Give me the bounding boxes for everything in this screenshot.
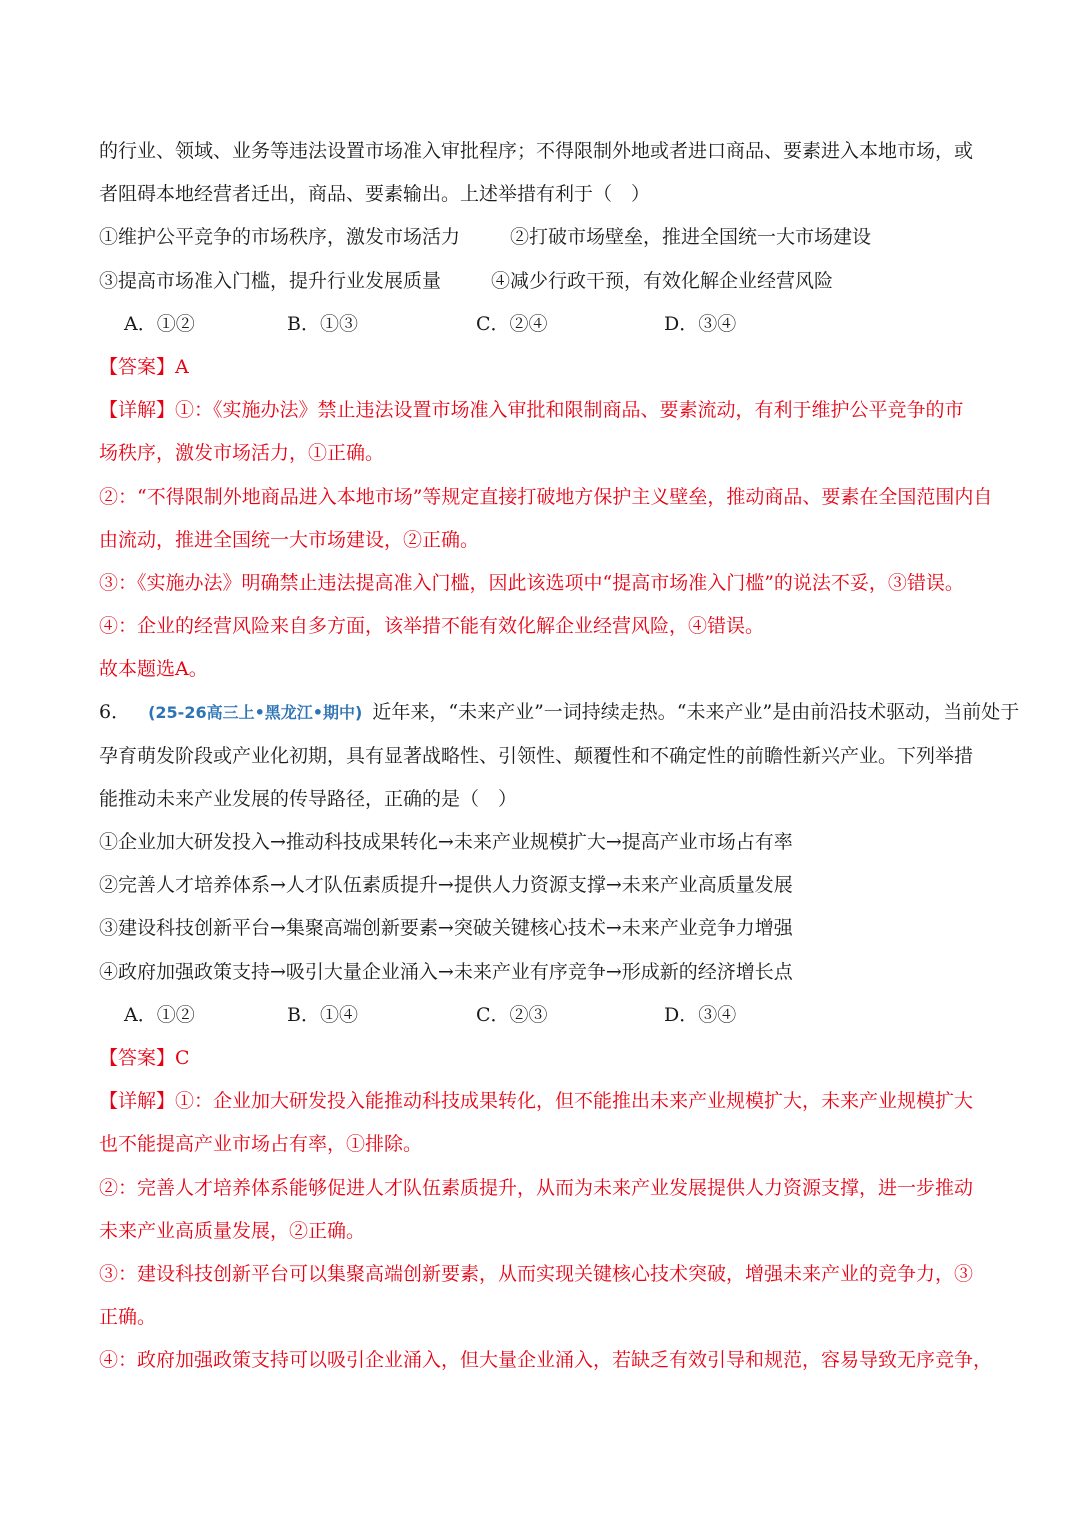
- q5-statement-4: ④减少行政干预，有效化解企业经营风险: [491, 269, 834, 292]
- q5-stem-line-1: 的行业、领域、业务等违法设置市场准入审批程序；不得限制外地或者进口商品、要素进入本地市场，或: [99, 140, 974, 162]
- q6-stem-line-1: [99, 691, 1020, 734]
- q6-source-tag: (25-26高三上•黑龙江•期中): [148, 703, 363, 723]
- q6-statement-1: ①企业加大研发投入→推动科技成果转化→未来产业规模扩大→提高产业市场占有率: [99, 831, 793, 853]
- q5-statement-2: ②打破市场壁垒，推进全国统一大市场建设: [510, 226, 872, 249]
- q6-number: 6．: [99, 701, 131, 724]
- q5-statements-row-1: [99, 216, 989, 259]
- q5-explanation-line-2: 场秩序，激发市场活力，①正确。: [99, 442, 385, 465]
- page-content: [99, 130, 1020, 1382]
- q6-stem-line-3: 能推动未来产业发展的传导路径，正确的是（ ）: [99, 787, 518, 810]
- q6-explanation-line-4: 未来产业高质量发展，②正确。: [99, 1219, 366, 1242]
- q6-option-c: C．②③: [476, 1003, 548, 1026]
- q6-statement-2: ②完善人才培养体系→人才队伍素质提升→提供人力资源支撑→未来产业高质量发展: [99, 874, 793, 897]
- q5-conclusion: 故本题选A。: [99, 658, 208, 681]
- q5-explanation-line-3: ②：“不得限制外地商品进入本地市场”等规定直接打破地方保护主义壁垒，推动商品、要素在全国范围内自: [99, 485, 993, 508]
- q5-statement-1: ①维护公平竞争的市场秩序，激发市场活力: [99, 226, 461, 249]
- q5-stem-line-2: 者阻碍本地经营者迁出，商品、要素输出。上述举措有利于（ ）: [99, 183, 651, 206]
- q5-explanation-line-6: ④：企业的经营风险来自多方面，该举措不能有效化解企业经营风险，④错误。: [99, 615, 765, 638]
- q5-explanation-line-5: ③：《实施办法》明确禁止违法提高准入门槛，因此该选项中“提高市场准入门槛”的说法不妥，③错误。: [99, 571, 964, 594]
- q6-option-b: B．①④: [287, 1003, 358, 1026]
- q5-statement-3: ③提高市场准入门槛，提升行业发展质量: [99, 269, 442, 292]
- q5-explanation-line-4: 由流动，推进全国统一大市场建设，②正确。: [99, 528, 480, 551]
- q6-stem-first: 近年来，“未来产业”一词持续走热。“未来产业”是由前沿技术驱动，当前处于: [372, 701, 1020, 724]
- q6-stem-line-2: 孕育萌发阶段或产业化初期，具有显著战略性、引领性、颠覆性和不确定性的前瞻性新兴产业。下列举措: [99, 744, 974, 767]
- q6-option-a: A．①②: [124, 1003, 195, 1026]
- q6-options: [99, 994, 989, 1037]
- q5-option-a: A．①②: [124, 312, 195, 335]
- q6-explanation-line-7: ④：政府加强政策支持可以吸引企业涌入，但大量企业涌入，若缺乏有效引导和规范，容易导致无序竞争，: [99, 1349, 993, 1372]
- q6-statement-4: ④政府加强政策支持→吸引大量企业涌入→未来产业有序竞争→形成新的经济增长点: [99, 960, 793, 983]
- q6-explanation-line-6: 正确。: [99, 1306, 157, 1329]
- q6-explanation-line-3: ②：完善人才培养体系能够促进人才队伍素质提升，从而为未来产业发展提供人力资源支撑，进一步推动: [99, 1176, 974, 1199]
- q6-option-d: D．③④: [664, 1003, 737, 1026]
- q6-explanation-line-5: ③：建设科技创新平台可以集聚高端创新要素，从而实现关键核心技术突破，增强未来产业的竞争力，③: [99, 1262, 974, 1285]
- q6-statement-3: ③建设科技创新平台→集聚高端创新要素→突破关键核心技术→未来产业竞争力增强: [99, 917, 793, 940]
- q5-option-c: C．②④: [476, 312, 548, 335]
- q6-answer: 【答案】C: [99, 1046, 190, 1069]
- q5-options: [99, 303, 989, 346]
- q6-explanation-line-2: 也不能提高产业市场占有率，①排除。: [99, 1133, 423, 1156]
- q5-explanation-line-1: 【详解】①：《实施办法》禁止违法设置市场准入审批和限制商品、要素流动，有利于维护公平竞争的市: [99, 399, 964, 422]
- q5-answer: 【答案】A: [99, 355, 189, 378]
- q5-option-b: B．①③: [287, 312, 358, 335]
- q5-option-d: D．③④: [664, 312, 737, 335]
- q5-statements-row-2: [99, 260, 989, 303]
- q6-explanation-line-1: 【详解】①：企业加大研发投入能推动科技成果转化，但不能推出未来产业规模扩大，未来产业规模扩大: [99, 1090, 974, 1113]
